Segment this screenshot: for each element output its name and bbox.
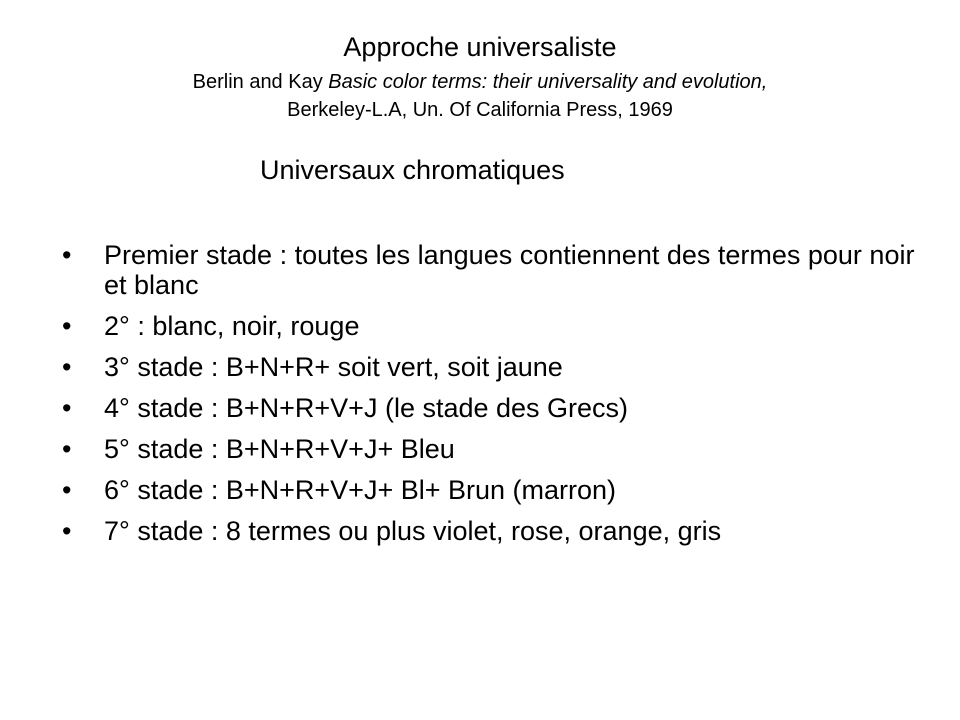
bullet-text: 4° stade : B+N+R+V+J (le stade des Grecs) [104, 393, 629, 423]
bullet-marker: • [62, 475, 72, 505]
slide-title: Approche universaliste [343, 32, 617, 62]
bullet-item [62, 240, 922, 300]
bullet-list [62, 240, 922, 557]
bullet-item [62, 311, 922, 341]
citation-publisher: Berkeley-L.A, Un. Of California Press, 1969 [287, 99, 673, 121]
bullet-marker: • [62, 434, 72, 464]
bullet-marker: • [62, 516, 72, 546]
bullet-marker: • [62, 352, 72, 382]
bullet-text: 6° stade : B+N+R+V+J+ Bl+ Brun (marron) [104, 475, 617, 505]
bullet-item [62, 434, 922, 464]
slide-subtitle: Universaux chromatiques [260, 155, 565, 185]
bullet-text: 2° : blanc, noir, rouge [104, 311, 360, 341]
citation-work-title: Basic color terms: their universality and evolution, [328, 71, 768, 93]
bullet-marker: • [62, 311, 72, 341]
bullet-text: 3° stade : B+N+R+ soit vert, soit jaune [104, 352, 563, 382]
bullet-item [62, 516, 922, 546]
bullet-text: Premier stade : toutes les langues contiennent des termes pour noir et blanc [104, 240, 915, 300]
bullet-item [62, 352, 922, 382]
bullet-item [62, 393, 922, 423]
bullet-text: 5° stade : B+N+R+V+J+ Bleu [104, 434, 455, 464]
bullet-text: 7° stade : 8 termes ou plus violet, rose, orange, gris [104, 516, 722, 546]
bullet-marker: • [62, 393, 72, 423]
citation-line-1 [0, 69, 960, 95]
bullet-item [62, 475, 922, 505]
citation-authors: Berlin and Kay [192, 71, 329, 93]
bullet-marker: • [62, 240, 72, 270]
